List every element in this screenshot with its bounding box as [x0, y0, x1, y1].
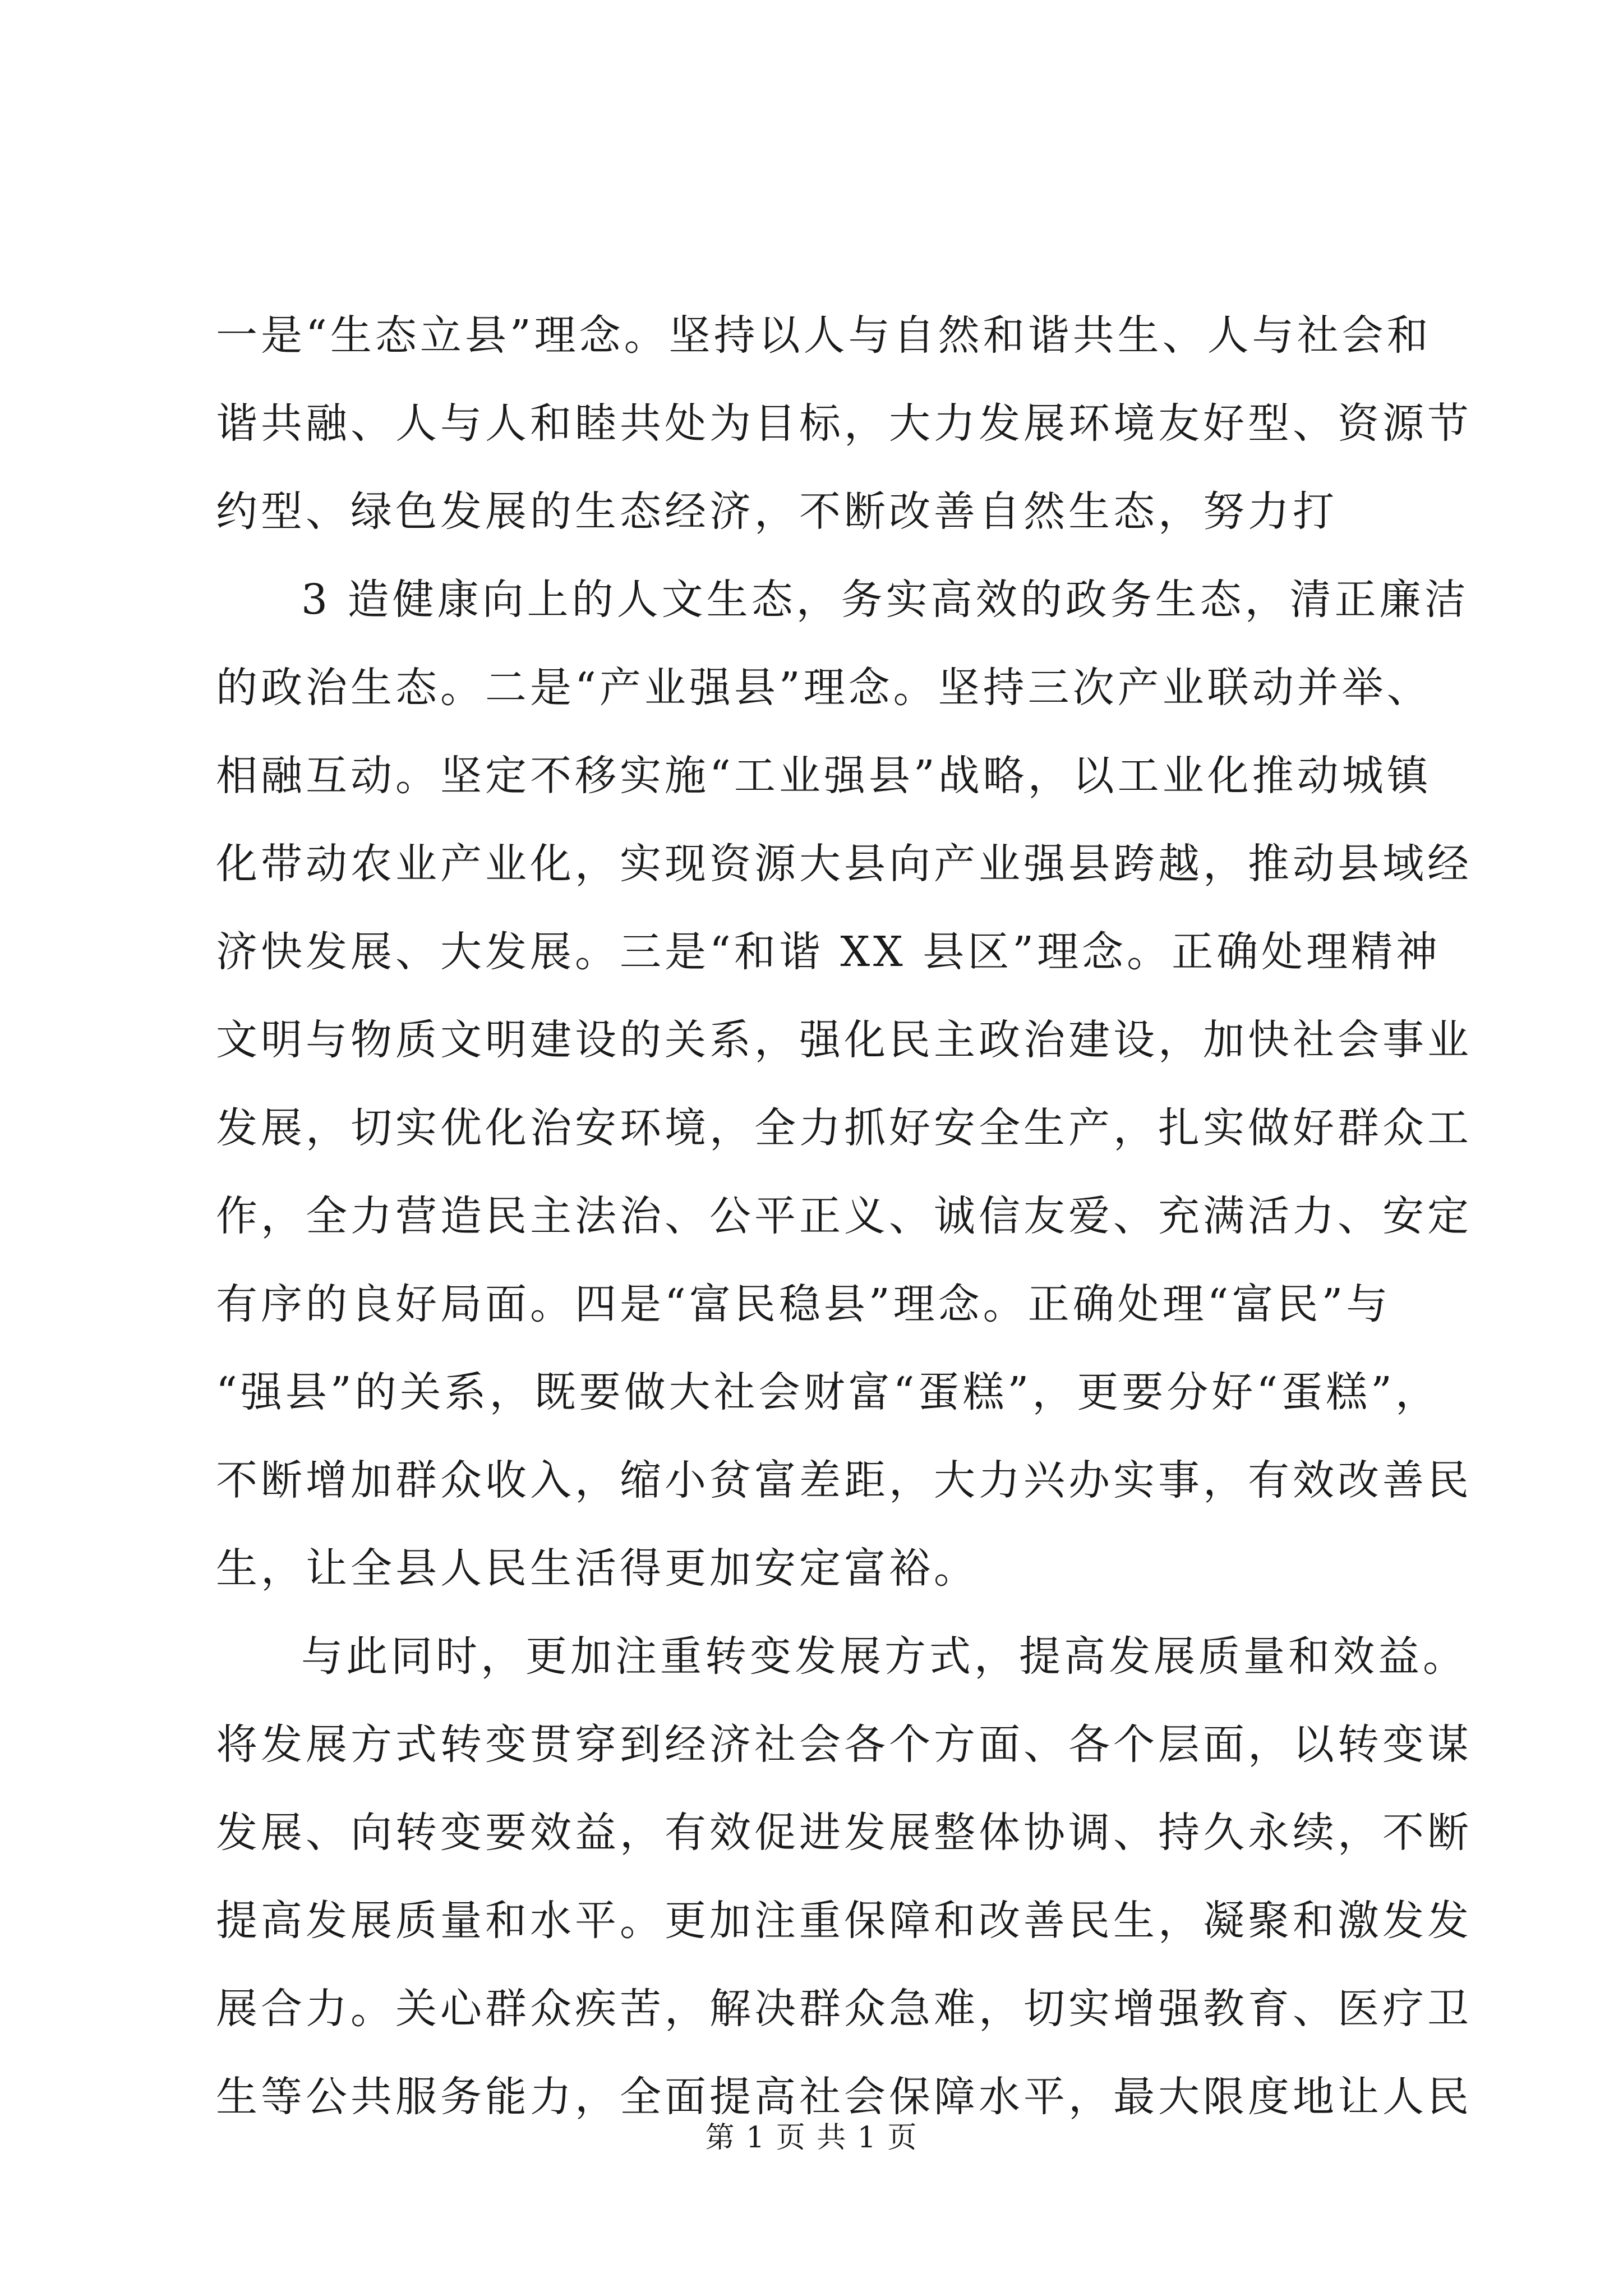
text-line-6: 相融互动。坚定不移实施“工业强县”战略，以工业化推动城镇	[216, 752, 1432, 800]
text-line-16: 与此同时，更加注重转变发展方式，提高发展质量和效益。	[301, 1632, 1468, 1681]
text-line-8: 济快发展、大发展。三是“和谐 XX 县区”理念。正确处理精神	[216, 928, 1441, 976]
text-line-11: 作，全力营造民主法治、公平正义、诚信友爱、充满活力、安定	[216, 1192, 1472, 1240]
text-line-14: 不断增加群众收入，缩小贫富差距，大力兴办实事，有效改善民	[216, 1456, 1472, 1504]
text-line-3: 约型、绿色发展的生态经济，不断改善自然生态，努力打	[216, 487, 1338, 536]
page-number-footer: 第 1 页 共 1 页	[705, 2121, 918, 2155]
text-line-2: 谐共融、人与人和睦共处为目标，大力发展环境友好型、资源节	[216, 399, 1472, 448]
text-line-1: 一是“生态立县”理念。坚持以人与自然和谐共生、人与社会和	[216, 311, 1432, 360]
document-body	[216, 292, 1478, 2141]
text-line-20: 展合力。关心群众疾苦，解决群众急难，切实增强教育、医疗卫	[216, 1985, 1472, 2033]
text-line-4: 3 造健康向上的人文生态，务实高效的政务生态，清正廉洁	[301, 576, 1469, 624]
text-line-17: 将发展方式转变贯穿到经济社会各个方面、各个层面，以转变谋	[216, 1720, 1472, 1769]
text-line-7: 化带动农业产业化，实现资源大县向产业强县跨越，推动县域经	[216, 840, 1472, 888]
text-line-19: 提高发展质量和水平。更加注重保障和改善民生，凝聚和激发发	[216, 1897, 1472, 1945]
text-line-9: 文明与物质文明建设的关系，强化民主政治建设，加快社会事业	[216, 1016, 1472, 1064]
text-line-12: 有序的良好局面。四是“富民稳县”理念。正确处理“富民”与	[216, 1280, 1391, 1328]
text-line-13: “强县”的关系，既要做大社会财富“蛋糕”，更要分好“蛋糕”，	[216, 1368, 1440, 1416]
text-line-18: 发展、向转变要效益，有效促进发展整体协调、持久永续，不断	[216, 1809, 1472, 1857]
text-line-5: 的政治生态。二是“产业强县”理念。坚持三次产业联动并举、	[216, 664, 1432, 712]
text-line-10: 发展，切实优化治安环境，全力抓好安全生产，扎实做好群众工	[216, 1104, 1472, 1152]
text-line-21: 生等公共服务能力，全面提高社会保障水平，最大限度地让人民	[216, 2073, 1472, 2121]
text-line-15: 生，让全县人民生活得更加安定富裕。	[216, 1544, 979, 1593]
